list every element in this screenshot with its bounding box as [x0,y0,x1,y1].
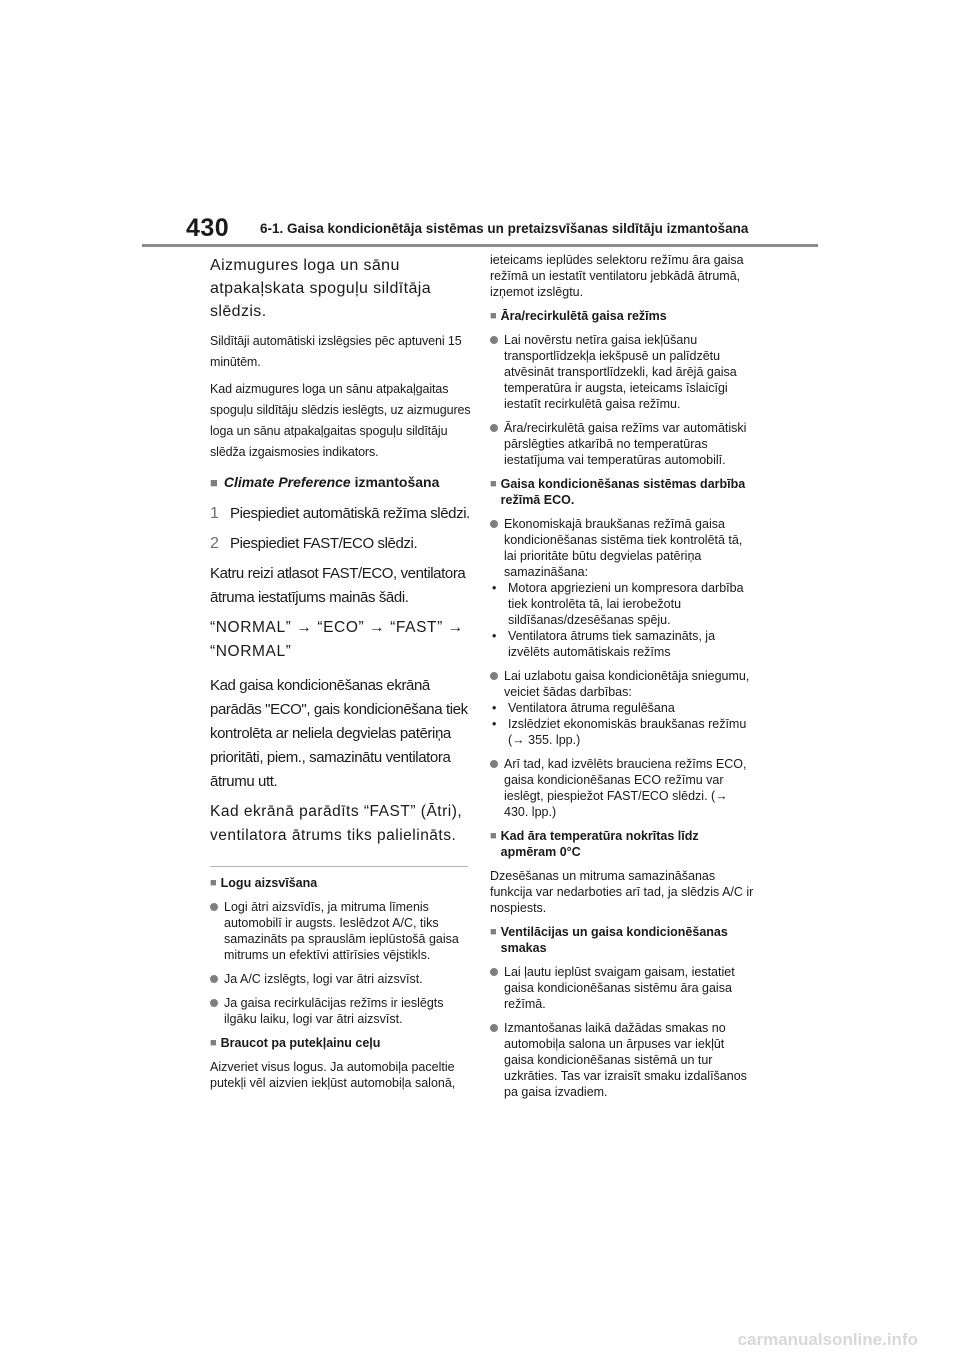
round-bullet-icon [490,968,498,976]
step-2 [210,532,472,556]
step-text: Piespiediet FAST/ECO slēdzi. [230,535,418,552]
left-column [210,254,472,1099]
round-bullet-icon [490,424,498,432]
list-item-text: Lai uzlabotu gaisa kondicionētāja sniegumu, veiciet šādas darbības: [504,669,750,699]
ventilation-title: Ventilācijas un gaisa kondicionēšanas smakas [500,925,728,955]
header-rule [142,244,818,247]
temperature-title: Kad āra temperatūra nokrītas līdz apmēram 0°C [500,829,699,859]
list-item-text: Āra/recirkulētā gaisa režīms var automātiski pārslēgties atkarībā no temperatūras iestatījuma vai temperatūras automobilī. [504,421,747,467]
square-bullet-icon: ■ [210,475,218,490]
climate-preference-italic: Climate Preference [223,474,351,490]
fan-speed-change-text: Katru reizi atlasot FAST/ECO, ventilatora ātruma iestatījums mainās šādi. [210,565,466,606]
square-bullet-icon: ■ [490,310,497,322]
square-bullet-icon: ■ [490,926,497,938]
round-bullet-icon [490,672,498,680]
sub-list-item [490,628,755,660]
eco-heading [490,476,755,508]
eco-title: Gaisa kondicionēšanas sistēmas darbība režīmā ECO. [500,477,746,507]
list-item-text: Ja A/C izslēgts, logi var ātri aizsvīst. [224,972,423,986]
round-bullet-icon [210,999,218,1007]
dust-heading [210,1035,472,1051]
temperature-heading [490,828,755,860]
section-divider [210,866,468,867]
square-bullet-icon: ■ [490,478,497,490]
sub-list [490,700,755,748]
step-1 [210,502,472,526]
sub-item-text: Motora apgriezieni un kompresora darbība tiek kontrolēta tā, lai ierobežotu sildīšanas/dzesēšanas spēju. [508,581,744,627]
list-item [490,756,755,820]
list-item-text: Ekonomiskajā braukšanas režīmā gaisa kondicionēšanas sistēma tiek kontrolētā tā, lai prioritāte būtu degvielas patēriņa samazināšana: [504,517,743,579]
page-number: 430 [186,214,230,242]
step-number: 2 [210,535,219,552]
step-number: 1 [210,505,219,522]
list-item-text: Izmantošanas laikā dažādas smakas no automobiļa salona un ārpuses var iekļūt gaisa kondicionēšanas sistēmā un tur uzkrāties. Tas var izraisīt smaku izdalīšanos pa gaisa izvadiem. [504,1021,747,1099]
list-item [210,971,472,987]
heater-note-indicator: Kad aizmugures loga un sānu atpakaļgaitas spoguļu sildītāju slēdzis ieslēgts, uz aizmugures loga un sānu atpakaļgaitas spoguļu sildītāju slēdža izgaismosies indikators. [210,382,471,459]
sub-item-text: Ventilatora ātrums tiek samazināts, ja izvēlēts automātiskais režīms [508,629,716,659]
dust-text: Aizveriet visus logus. Ja automobiļa paceltie putekļi vēl aizvien iekļūst automobiļa salonā, [210,1060,456,1090]
list-item-text: Ja gaisa recirkulācijas režīms ir ieslēgts ilgāku laiku, logi var ātri aizsvīst. [224,996,444,1026]
round-bullet-icon [210,975,218,983]
outside-air-heading [490,308,755,324]
sub-list-item [490,700,755,716]
sub-list [490,580,755,660]
mode-sequence: “NORMAL” → “ECO” → “FAST” → “NORMAL” [210,619,464,660]
dust-title: Braucot pa putekļainu ceļu [220,1036,381,1050]
list-item-text: Logi ātri aizsvīdīs, ja mitruma līmenis automobilī ir augsts. Ieslēdzot A/C, tiks samazināts pa sprauslām ieplūstošā gaisa mitrums un efektīvi attīrīsies vējstikls. [224,900,459,962]
ventilation-heading [490,924,755,956]
round-bullet-icon [490,336,498,344]
fast-mode-text: Kad ekrānā parādīts “FAST” (Ātri), ventilatora ātrums tiks palielināts. [210,803,463,844]
chapter-title: 6-1. Gaisa kondicionētāja sistēmas un pretaizsvīšanas sildītāju izmantošana [260,221,749,236]
heater-note-timer: Sildītāji automātiski izslēgsies pēc aptuveni 15 minūtēm. [210,334,462,369]
eco-mode-text: Kad gaisa kondicionēšanas ekrānā parādās "ECO", gais kondicionēšana tiek kontrolēta ar neliela degvielas patēriņa prioritāti, piem., samazinātu ventilatora ātrumu utt. [210,677,468,790]
list-item [210,899,472,963]
list-item [490,964,755,1012]
fog-heading [210,875,472,891]
temperature-text: Dzesēšanas un mitruma samazināšanas funkcija var nedarboties arī tad, ja slēdzis A/C ir nospiests. [490,869,754,915]
outside-air-title: Āra/recirkulētā gaisa režīms [500,309,667,323]
dust-text-continued: ieteicams ieplūdes selektoru režīmu āra gaisa režīmā un iestatīt ventilatoru jebkādā ātrumā, izņemot izslēgtu. [490,253,744,299]
list-item [490,516,755,580]
sub-list-item [490,580,755,628]
round-bullet-icon [490,1024,498,1032]
list-item [490,668,755,700]
dot-bullet: • [492,717,497,731]
list-item [490,332,755,412]
list-item [210,995,472,1027]
step-text: Piespiediet automātiskā režīma slēdzi. [230,505,470,522]
page-header [142,208,818,246]
climate-preference-rest: izmantošana [350,474,440,490]
sub-item-text: Ventilatora ātruma regulēšana [508,701,675,715]
list-item [490,1020,755,1100]
round-bullet-icon [210,903,218,911]
dot-bullet: • [492,581,497,595]
list-item [490,420,755,468]
round-bullet-icon [490,520,498,528]
sub-list-item [490,716,755,748]
dot-bullet: • [492,701,497,715]
list-item-text: Lai novērstu netīra gaisa iekļūšanu transportlīdzekļa iekšpusē un palīdzētu atvēsināt transportlīdzekli, kad ārējā gaisa temperatūra ir augsta, ieteicams īslaicīgi iestatīt recirkulētā gaisa režīmu. [504,333,737,411]
square-bullet-icon: ■ [210,877,217,889]
list-item-text: Arī tad, kad izvēlēts brauciena režīms ECO, gaisa kondicionēšanas ECO režīmu var ieslēgt, piespiežot FAST/ECO slēdzi. (→ 430. lpp.) [504,757,747,819]
round-bullet-icon [490,760,498,768]
fog-title: Logu aizsvīšana [220,876,318,890]
dot-bullet: • [492,629,497,643]
list-item-text: Lai ļautu ieplūst svaigam gaisam, iestatiet gaisa kondicionēšanas sistēmu āra gaisa režīmā. [504,965,735,1011]
climate-preference-heading [210,473,472,492]
heater-switch-intro: Aizmugures loga un sānu atpakaļskata spoguļu sildītāja slēdzis. [210,257,432,320]
watermark: carmanualsonline.info [737,1330,918,1349]
square-bullet-icon: ■ [210,1037,217,1049]
right-column [490,252,755,1108]
sub-item-text: Izslēdziet ekonomiskās braukšanas režīmu (→ 355. lpp.) [508,717,747,747]
square-bullet-icon: ■ [490,830,497,842]
